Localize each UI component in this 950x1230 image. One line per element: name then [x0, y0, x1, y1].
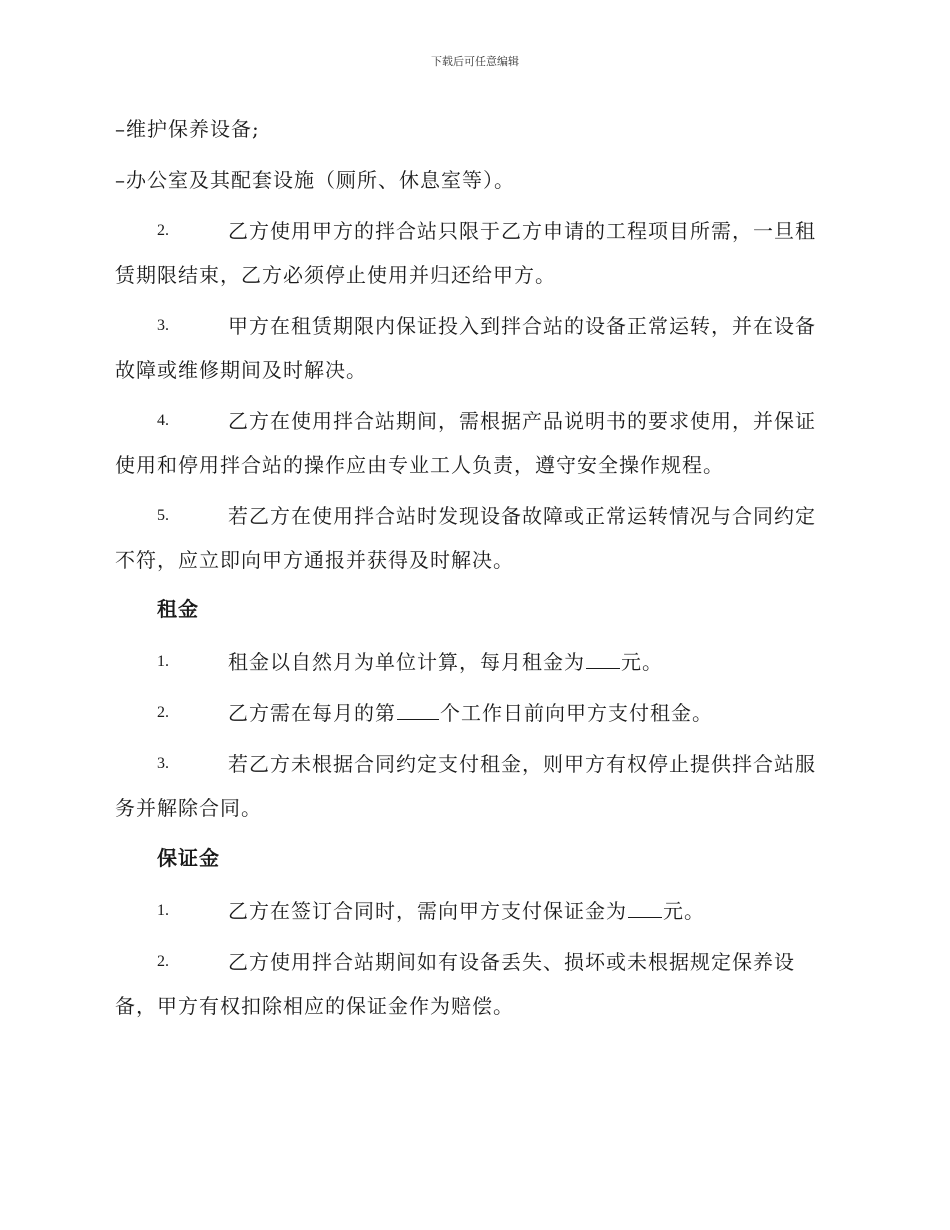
item-number: 2.	[157, 953, 169, 970]
list-item: –维护保养设备;	[115, 117, 260, 141]
item-number: 1.	[157, 653, 169, 670]
paragraph-line: 使用和停用拌合站的操作应由专业工人负责，遵守安全操作规程。	[115, 453, 724, 477]
item-number: 4.	[157, 412, 169, 429]
list-item: –办公室及其配套设施（厕所、休息室等）。	[115, 168, 515, 192]
paragraph-line	[228, 649, 663, 675]
text-segment: 元。	[621, 650, 663, 674]
paragraph-line: 务并解除合同。	[115, 796, 262, 820]
item-number: 1.	[157, 902, 169, 919]
paragraph-line: 乙方使用拌合站期间如有设备丢失、损坏或未根据规定保养设	[228, 950, 795, 974]
fill-in-blank	[586, 650, 620, 669]
item-number: 2.	[157, 704, 169, 721]
paragraph-line: 若乙方未根据合同约定支付租金，则甲方有权停止提供拌合站服	[228, 752, 816, 776]
paragraph-line: 若乙方在使用拌合站时发现设备故障或正常运转情况与合同约定	[228, 504, 816, 528]
text-segment: 乙方需在每月的第	[228, 701, 396, 725]
fill-in-blank	[628, 899, 662, 918]
item-number: 3.	[157, 755, 169, 772]
text-segment: 租金以自然月为单位计算，每月租金为	[228, 650, 585, 674]
section-heading-rent: 租金	[157, 597, 199, 621]
text-segment: 个工作日前向甲方支付租金。	[440, 701, 713, 725]
section-heading-deposit: 保证金	[157, 846, 220, 870]
paragraph-line: 备，甲方有权扣除相应的保证金作为赔偿。	[115, 994, 514, 1018]
paragraph-line: 故障或维修期间及时解决。	[115, 358, 367, 382]
item-number: 2.	[157, 222, 169, 239]
paragraph-line	[228, 700, 713, 726]
text-segment: 乙方在签订合同时，需向甲方支付保证金为	[228, 899, 627, 923]
paragraph-line	[228, 898, 705, 924]
page-header-note: 下载后可任意编辑	[431, 55, 519, 68]
text-segment: 元。	[663, 899, 705, 923]
paragraph-line: 乙方在使用拌合站期间，需根据产品说明书的要求使用，并保证	[228, 409, 816, 433]
paragraph-line: 甲方在租赁期限内保证投入到拌合站的设备正常运转，并在设备	[228, 314, 816, 338]
item-number: 3.	[157, 317, 169, 334]
item-number: 5.	[157, 507, 169, 524]
paragraph-line: 赁期限结束，乙方必须停止使用并归还给甲方。	[115, 263, 556, 287]
paragraph-line: 不符，应立即向甲方通报并获得及时解决。	[115, 548, 514, 572]
fill-in-blank	[397, 701, 439, 720]
paragraph-line: 乙方使用甲方的拌合站只限于乙方申请的工程项目所需，一旦租	[228, 219, 816, 243]
